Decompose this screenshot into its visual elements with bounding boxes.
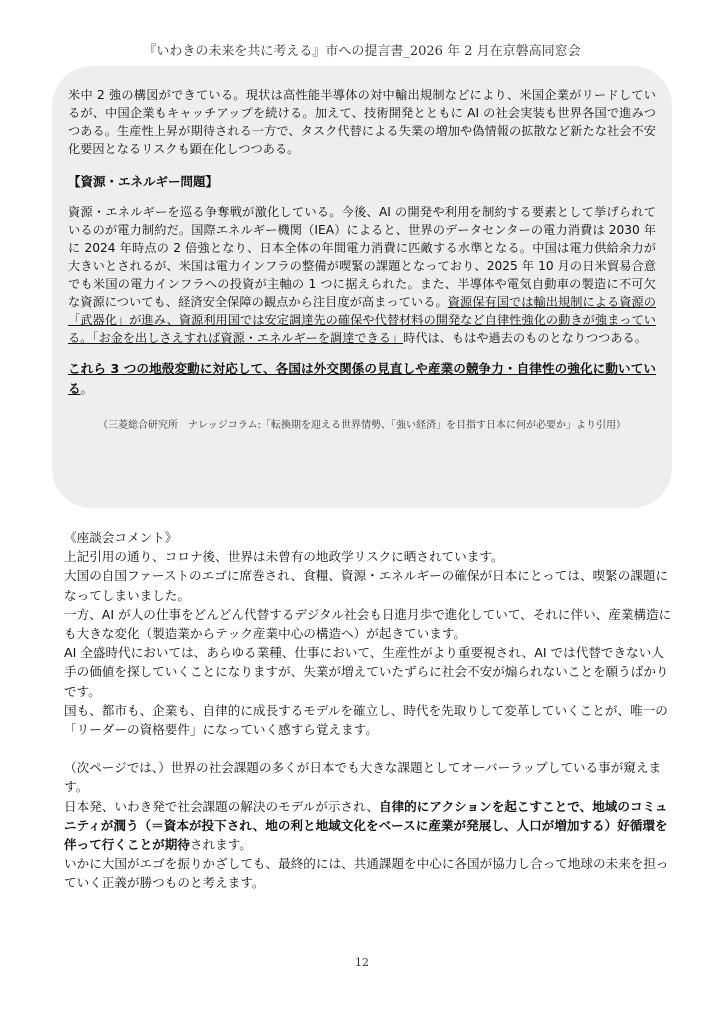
quote-conclusion-end: 。 — [80, 382, 93, 396]
roundtable-comments — [64, 528, 674, 893]
page-number: 12 — [355, 956, 369, 969]
comments-heading: 《座談会コメント》 — [64, 530, 178, 545]
quote-paragraph-ai: 米中 2 強の構図ができている。現状は高性能半導体の対中輸出規制などにより、米国企業がリードしているが、中国企業もキャッチアップを続ける。加えて、技術開発とともに AI の社会実装も世界各国で進みつつある。生産性上昇が期待される一方で、タスク代替による失業の増加や偽情報の拡散など新たな社会不安化要因となるリスクも顕在化しつつある。 — [68, 88, 656, 156]
comment-text: 日本発、いわき発で社会課題の解決のモデルが示され、 — [64, 798, 379, 814]
quote-paragraph-resources-text: 資源・エネルギーを巡る争奪戦が激化している。今後、AI の開発や利用を制約する要素として挙げられているのが電力制約だ。国際エネルギー機関（IEA）によると、世界のデータセンターの電力消費は 2030 年に 2024 年時点の 2 倍強となり、日本全体の年間電力消費に匹敵する水準となる。中国は電力供給余力が大きいとされるが、米国は電力インフラの整備が喫緊の課題となっており、2025 年 10 月の日米貿易合意でも米国の電力インフラへの投資が主軸の 1 つに据えられた。また、半導体や電気自動車の製造に不可欠な資源についても、経済安全保障の観点から注目度が高まっている。 — [68, 205, 656, 309]
page-header: 『いわきの未来を共に考える』市への提言書_2026 年 2 月在京磐高同窓会 — [143, 44, 581, 59]
quoted-excerpt-box — [52, 66, 672, 508]
comment-paragraph: 上記引用の通り、コロナ後、世界は未曾有の地政学リスクに晒されています。 — [64, 549, 504, 565]
comment-text-tail: されます。 — [189, 837, 252, 853]
quote-paragraph-resources — [68, 203, 656, 347]
comment-paragraph: いかに大国がエゴを振りかざしても、最終的には、共通課題を中心に各国が協力し合って地球の未来を担っていく正義が勝つものと考えます。 — [64, 856, 669, 891]
section-heading-resources-energy: 【資源・エネルギー問題】 — [68, 174, 219, 189]
comment-paragraph: 大国の自国ファーストのエゴに席巻され、食糧、資源・エネルギーの確保が日本にとっては、喫緊の課題になってしまいました。 — [64, 568, 669, 603]
comment-paragraph: 一方、AI が人の仕事をどんどん代替するデジタル社会も日進月歩で進化していて、それに伴い、産業構造にも大きな変化（製造業からテック産業中心の構造へ）が起きています。 — [64, 606, 672, 642]
comment-paragraph: 国も、都市も、企業も、自律的に成長するモデルを確立し、時代を先取りして変革していくことが、唯一の「リーダーの資格要件」になっていく感すら覚えます。 — [64, 702, 668, 738]
comment-paragraph: （次ページでは、）世界の社会課題の多くが日本でも大きな課題としてオーバーラップしている事が窺えます。 — [64, 760, 662, 795]
citation-note: （三菱総合研究所 ナレッジコラム:「転換期を迎える世界情勢、「強い経済」を目指す日本に何が必要か」より引用） — [98, 420, 626, 431]
quote-conclusion-text: これら 3 つの地殻変動に対応して、各国は外交関係の見直しや産業の競争力・自律性の強化に動いている — [68, 361, 656, 396]
quote-underlined-text: 資源保有国では輸出規制による資源の「武器化」が進み、資源利用国では安定調達先の確保や代替材料の開発など自律性強化の動きが強まっている。「お金を出しさえすれば資源・エネルギーを調達できる」 — [68, 295, 656, 345]
quote-paragraph-resources-tail: 時代は、もはや過去のものとなりつつある。 — [403, 331, 647, 345]
comment-paragraph-emphasis — [64, 797, 674, 855]
comment-bold-text: 自律的にアクションを起こすことで、地域のコミュニティが潤う（＝資本が投下され、地の利と地域文化をベースに産業が発展し、人口が増加する）好循環を伴って行くことが期待 — [64, 798, 668, 853]
quote-conclusion — [68, 359, 656, 399]
comment-paragraph: AI 全盛時代においては、あらゆる業種、仕事において、生産性がより重要視され、AI では代替できない人手の価値を探していくことになりますが、失業が増えていたずらに社会不安が煽られないことを願うばかりです。 — [64, 645, 669, 699]
